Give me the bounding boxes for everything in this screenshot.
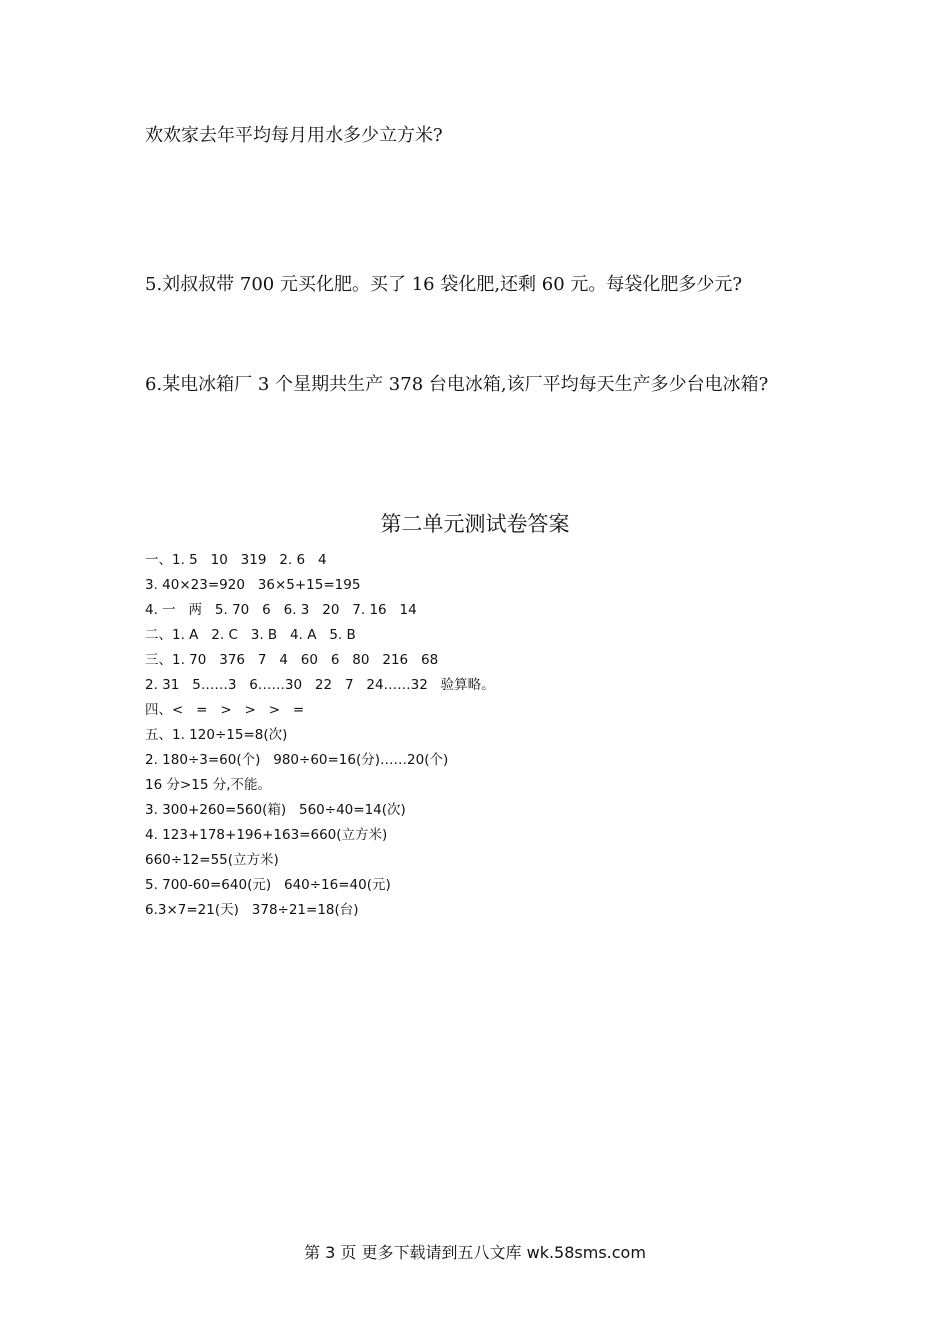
answer-line: 二、1. A 2. C 3. B 4. A 5. B [145,627,356,643]
question-5: 5.刘叔叔带 700 元买化肥。买了 16 袋化肥,还剩 60 元。每袋化肥多少元? [145,274,743,295]
answer-line: 五、1. 120÷15=8(次) [145,727,288,743]
answer-line: 4. 一 两 5. 70 6 6. 3 20 7. 16 14 [145,602,417,618]
answer-line: 3. 40×23=920 36×5+15=195 [145,577,361,593]
answer-line: 16 分>15 分,不能。 [145,777,272,793]
answer-line: 一、1. 5 10 319 2. 6 4 [145,552,327,568]
answer-line: 5. 700-60=640(元) 640÷16=40(元) [145,877,391,893]
answer-line: 3. 300+260=560(箱) 560÷40=14(次) [145,802,406,818]
question-4-continuation: 欢欢家去年平均每月用水多少立方米? [145,125,443,146]
answer-line: 四、< = > > > = [145,702,305,718]
answer-line: 4. 123+178+196+163=660(立方米) [145,827,388,843]
answer-key-title: 第二单元测试卷答案 [380,512,570,536]
answer-line: 2. 31 5……3 6……30 22 7 24……32 验算略。 [145,677,495,693]
page-footer: 第 3 页 更多下载请到五八文库 wk.58sms.com [304,1243,646,1262]
answer-key-list [145,548,495,923]
answer-line: 三、1. 70 376 7 4 60 6 80 216 68 [145,652,439,668]
answer-line: 6.3×7=21(天) 378÷21=18(台) [145,902,359,918]
answer-line: 2. 180÷3=60(个) 980÷60=16(分)……20(个) [145,752,449,768]
question-6: 6.某电冰箱厂 3 个星期共生产 378 台电冰箱,该厂平均每天生产多少台电冰箱? [145,374,769,395]
answer-line: 660÷12=55(立方米) [145,852,279,868]
